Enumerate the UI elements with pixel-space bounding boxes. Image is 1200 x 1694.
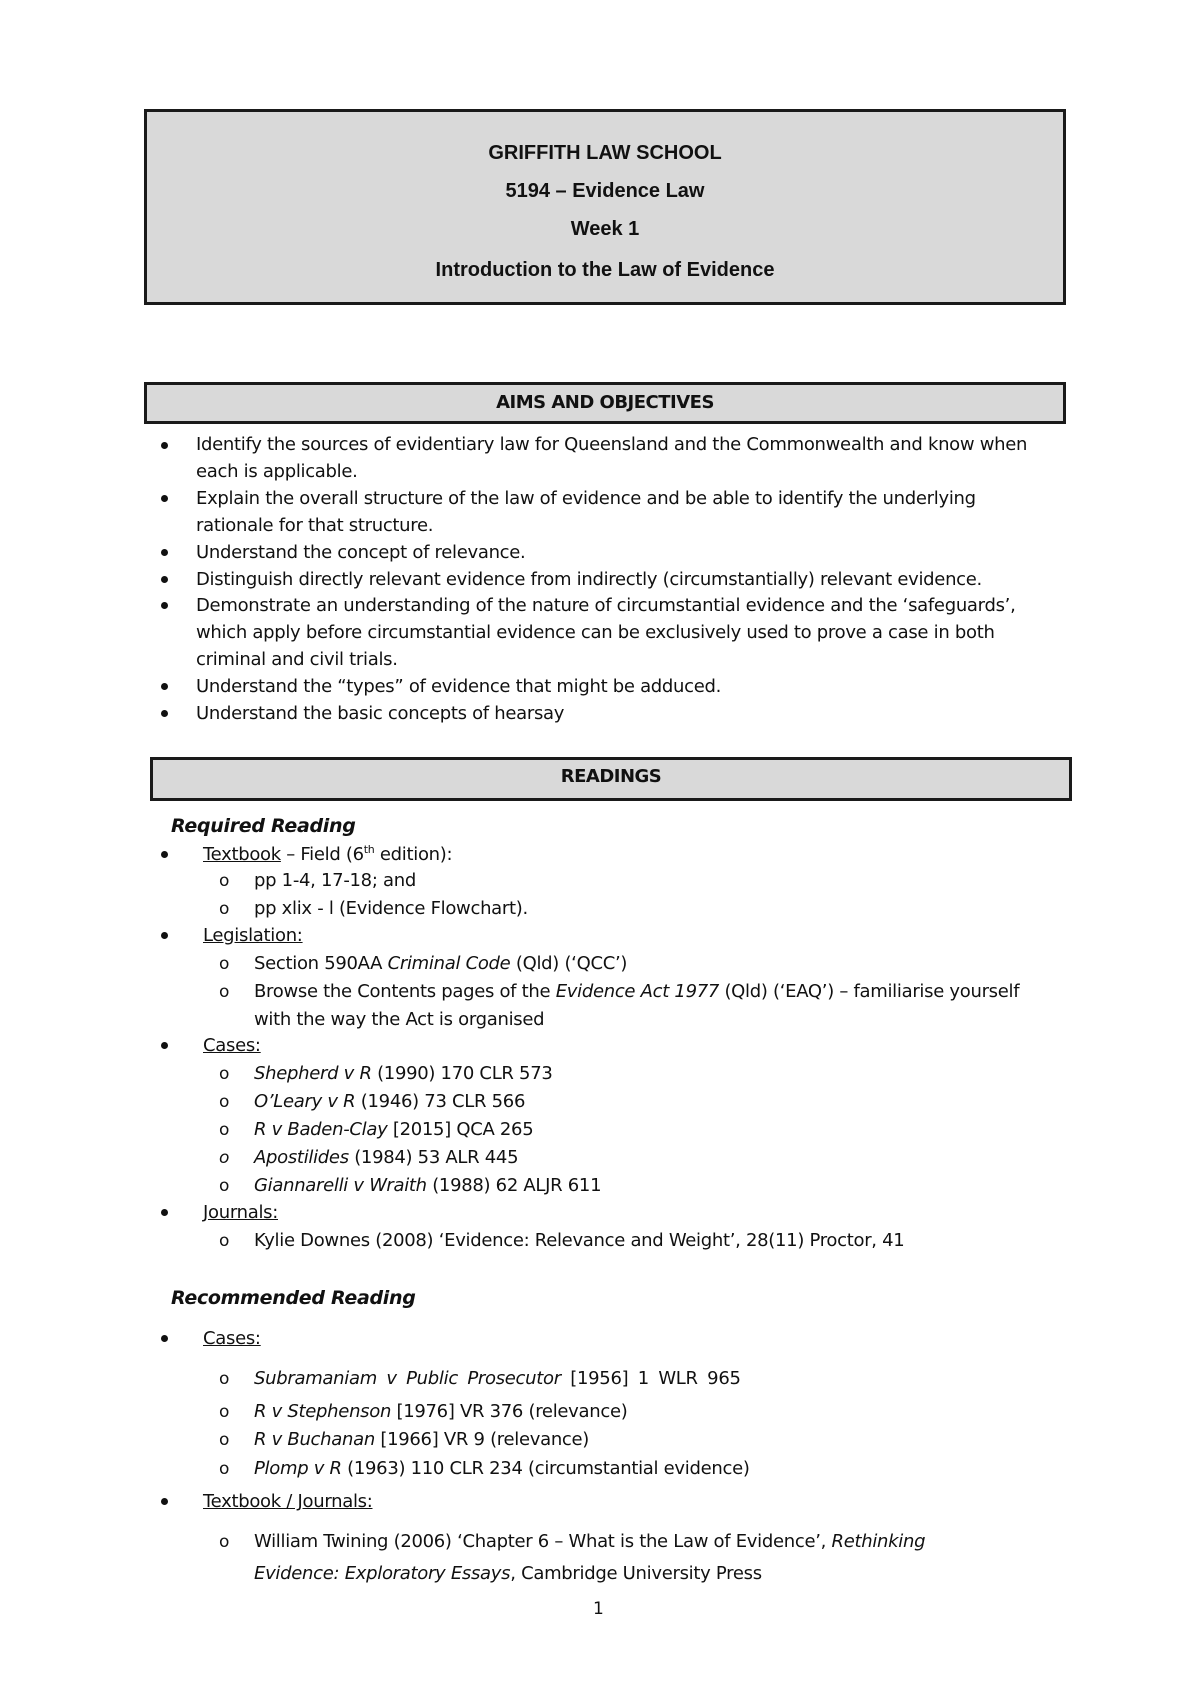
sub-bullet-icon: o: [219, 954, 230, 974]
aims-section-header: AIMS AND OBJECTIVES: [144, 382, 1066, 424]
twining-line-1: William Twining (2006) ‘Chapter 6 – What is the Law of Evidence’, Rethinking: [254, 1531, 926, 1552]
bullet-icon: [161, 1498, 168, 1505]
sub-bullet-icon: o: [219, 1369, 230, 1389]
readings-section-header: READINGS: [150, 757, 1072, 801]
case-item: O’Leary v R (1946) 73 CLR 566: [254, 1091, 526, 1112]
case-item: Giannarelli v Wraith (1988) 62 ALJR 611: [254, 1175, 602, 1196]
case-item: Apostilides (1984) 53 ALR 445: [254, 1147, 519, 1168]
case-item: R v Baden-Clay [2015] QCA 265: [254, 1119, 534, 1140]
sub-bullet-icon: o: [219, 982, 230, 1002]
rec-textbook-journals-label: Textbook / Journals:: [203, 1491, 373, 1512]
bullet-icon: [161, 851, 168, 858]
rec-case-item: Plomp v R (1963) 110 CLR 234 (circumstantial evidence): [254, 1458, 750, 1479]
bullet-icon: [161, 442, 168, 449]
rec-case-item: Subramaniam v Public Prosecutor [1956] 1 WLR 965: [254, 1368, 741, 1389]
sub-bullet-icon: o: [219, 1092, 230, 1112]
sub-bullet-icon: o: [219, 899, 230, 919]
bullet-icon: [161, 710, 168, 717]
legislation-item-1: Section 590AA Criminal Code (Qld) (‘QCC’): [254, 953, 628, 974]
aims-item-5-line-3: criminal and civil trials.: [196, 649, 398, 670]
bullet-icon: [161, 495, 168, 502]
aims-item-2-line-1: Explain the overall structure of the law of evidence and be able to identify the underlying: [196, 488, 976, 509]
bullet-icon: [161, 1042, 168, 1049]
aims-item-4: Distinguish directly relevant evidence from indirectly (circumstantially) relevant evidence.: [196, 569, 982, 590]
bullet-icon: [161, 932, 168, 939]
sub-bullet-icon: o: [219, 1402, 230, 1422]
aims-item-6: Understand the “types” of evidence that might be adduced.: [196, 676, 722, 697]
sub-bullet-icon: o: [219, 1176, 230, 1196]
bullet-icon: [161, 1335, 168, 1342]
school-name: GRIFFITH LAW SCHOOL: [488, 142, 722, 164]
week-label: Week 1: [570, 218, 640, 240]
rec-case-item: R v Stephenson [1976] VR 376 (relevance): [254, 1401, 628, 1422]
aims-item-5-line-1: Demonstrate an understanding of the nature of circumstantial evidence and the ‘safeguards’,: [196, 595, 1016, 616]
bullet-icon: [161, 576, 168, 583]
sub-bullet-icon: o: [219, 1430, 230, 1450]
journals-label: Journals:: [203, 1202, 278, 1223]
rec-case-item: R v Buchanan [1966] VR 9 (relevance): [254, 1429, 590, 1450]
cases-label: Cases:: [203, 1035, 261, 1056]
textbook-line: Textbook – Field (6th edition):: [203, 843, 453, 865]
aims-item-7: Understand the basic concepts of hearsay: [196, 703, 565, 724]
bullet-icon: [161, 602, 168, 609]
textbook-item-2: pp xlix - l (Evidence Flowchart).: [254, 898, 528, 919]
twining-line-2: Evidence: Exploratory Essays, Cambridge University Press: [254, 1563, 762, 1584]
sub-bullet-icon: o: [219, 1120, 230, 1140]
journal-item: Kylie Downes (2008) ‘Evidence: Relevance and Weight’, 28(11) Proctor, 41: [254, 1230, 905, 1251]
aims-item-3: Understand the concept of relevance.: [196, 542, 526, 563]
course-title: 5194 – Evidence Law: [505, 180, 705, 202]
page-number: 1: [593, 1599, 604, 1619]
bullet-icon: [161, 1209, 168, 1216]
topic-title: Introduction to the Law of Evidence: [435, 259, 775, 281]
sub-bullet-icon: o: [219, 871, 230, 891]
bullet-icon: [161, 549, 168, 556]
legislation-label: Legislation:: [203, 925, 303, 946]
textbook-item-1: pp 1-4, 17-18; and: [254, 870, 416, 891]
aims-item-1-line-2: each is applicable.: [196, 461, 358, 482]
legislation-item-2-cont: with the way the Act is organised: [254, 1009, 545, 1030]
required-reading-heading: Required Reading: [171, 815, 356, 837]
sub-bullet-icon: o: [219, 1064, 230, 1084]
sub-bullet-icon: o: [219, 1459, 230, 1479]
rec-cases-label: Cases:: [203, 1328, 261, 1349]
aims-item-5-line-2: which apply before circumstantial evidence can be exclusively used to prove a case in both: [196, 622, 995, 643]
case-item: Shepherd v R (1990) 170 CLR 573: [254, 1063, 553, 1084]
sub-bullet-icon: o: [219, 1148, 230, 1168]
aims-item-1-line-1: Identify the sources of evidentiary law for Queensland and the Commonwealth and know when: [196, 434, 1028, 455]
sub-bullet-icon: o: [219, 1231, 230, 1251]
aims-item-2-line-2: rationale for that structure.: [196, 515, 434, 536]
legislation-item-2: Browse the Contents pages of the Evidence Act 1977 (Qld) (‘EAQ’) – familiarise yourself: [254, 981, 1020, 1002]
bullet-icon: [161, 683, 168, 690]
recommended-reading-heading: Recommended Reading: [171, 1287, 416, 1309]
sub-bullet-icon: o: [219, 1532, 230, 1552]
title-box: [144, 109, 1066, 305]
